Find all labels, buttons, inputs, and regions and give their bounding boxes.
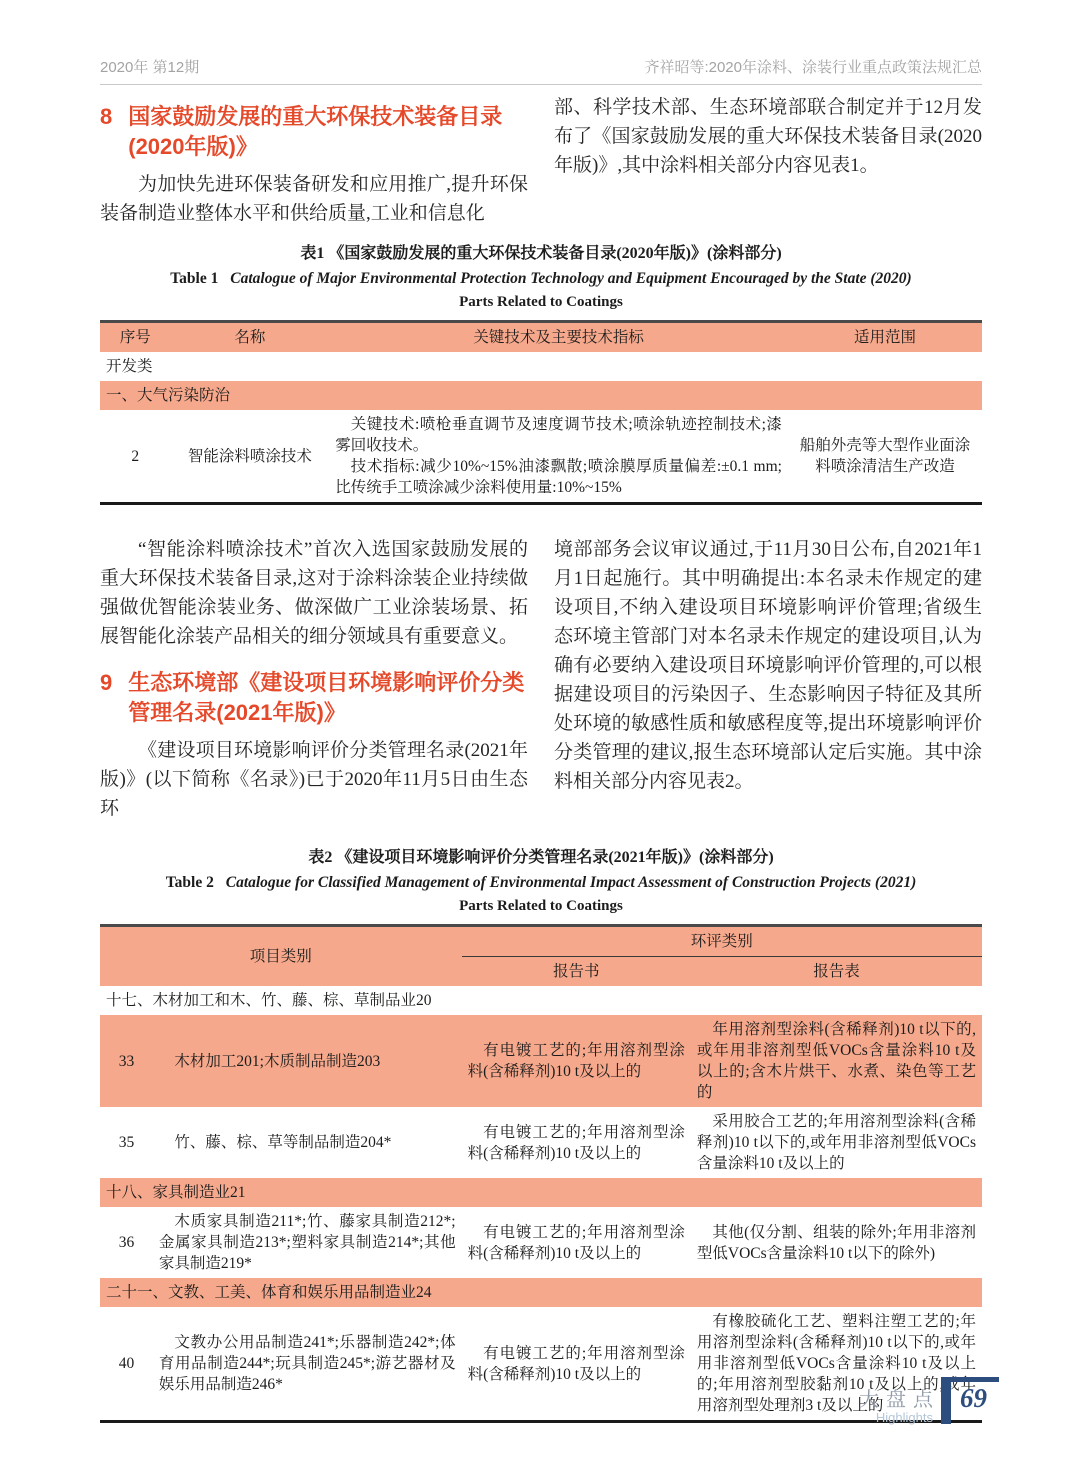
table-2-caption-subtitle: Parts Related to Coatings [459, 898, 623, 914]
table-2-row-33-category: 木材加工201;木质制品制造203 [174, 1052, 381, 1070]
section-9-number: 9 [100, 670, 113, 695]
table-2-row-40-no: 40 [118, 1355, 135, 1372]
section-8-right-column [554, 85, 982, 228]
table-1-header-name: 名称 [234, 329, 266, 346]
article-title-runhead: 齐祥昭等:2020年涂料、涂装行业重点政策法规汇总 [644, 59, 982, 76]
table-1-header-tech: 关键技术及主要技术指标 [473, 329, 644, 346]
section-8-paragraph-right: 部、科学技术部、生态环境部联合制定并于12月发布了《国家鼓励发展的重大环保技术装备目录(2020年版)》,其中涂料相关部分内容见表1。 [554, 97, 982, 176]
table-1-section-cell: 一、大气污染防治 [106, 387, 231, 404]
table-2-header-eia-type: 环评类别 [462, 926, 982, 957]
table-1-section-row [100, 381, 982, 410]
table-1-caption [100, 243, 982, 311]
table-1-caption-en [100, 268, 982, 289]
table-2-caption-zh: 表2 《建设项目环境影响评价分类管理名录(2021年版)》(涂料部分) [308, 849, 774, 866]
table-2-row-35-no: 35 [118, 1134, 135, 1151]
section-8-heading [100, 102, 528, 162]
table-1-caption-en-label: Table 1 [170, 270, 219, 287]
section-9-title: 生态环境部《建设项目环境影响评价分类管理名录(2021年版)》 [128, 670, 525, 725]
middle-right-column [554, 535, 982, 823]
section-9-paragraph-right: 境部部务会议审议通过,于11月30日公布,自2021年1月1日起施行。其中明确提出:本名录未作规定的建设项目,不纳入建设项目环境影响评价管理;省级生态环境主管部门对本名录未作规定的建设项目,认为确有必要纳入建设项目环境影响评价管理的,可以根据建设项目的污染因子、生态影响因子特征及其所处环境的敏感性质和敏感程度等,提出环境影响评价分类管理的建议,报生态环境部认定后实施。其中涂料相关部分内容见表2。 [554, 539, 982, 792]
table-1-caption-zh: 表1 《国家鼓励发展的重大环保技术装备目录(2020年版)》(涂料部分) [300, 245, 782, 262]
table-1-row-tech-index: 技术指标:减少10%~15%油漆飘散;喷涂膜厚质量偏差:±0.1 mm;比传统手工喷涂减少涂料使用量:10%~15% [335, 458, 782, 496]
table-1-header-no: 序号 [119, 329, 151, 346]
page-number: 69 [941, 1377, 999, 1424]
table-2-section-17: 十七、木材加工和木、竹、藤、棕、草制品业20 [106, 992, 432, 1009]
table-2-data-row-35 [100, 1107, 982, 1178]
table-2-caption-en-label: Table 2 [165, 874, 214, 891]
table-2-caption-en [100, 872, 982, 893]
footer-section-label [859, 1377, 940, 1425]
section-8-block [100, 85, 982, 228]
table-1-data-row [100, 410, 982, 504]
table-2-row-40-report-form: 有橡胶硫化工艺、塑料注塑工艺的;年用溶剂型涂料(含稀释剂)10 t以下的,或年用非溶剂型低VOCs含量涂料10 t及以上的;年用溶剂型胶黏剂10 t及以上的,或年用溶剂型处理剂3 t及以上的 [696, 1313, 976, 1414]
table-2-data-row-40 [100, 1307, 982, 1422]
page-footer [859, 1377, 999, 1425]
table-2-row-36-no: 36 [118, 1234, 135, 1251]
table-1-category-row [100, 352, 982, 381]
table-1-row-no: 2 [131, 447, 140, 465]
table-2-header-row-1 [100, 926, 982, 957]
table-1-caption-subtitle: Parts Related to Coatings [459, 294, 623, 310]
table-2-row-35-report-form: 采用胶合工艺的;年用溶剂型涂料(含稀释剂)10 t以下的,或年用非溶剂型低VOCs含量涂料10 t及以上的 [696, 1113, 976, 1172]
table-2-row-35-category: 竹、藤、棕、草等制品制造204* [174, 1134, 392, 1151]
footer-label-en: Highlights [875, 1410, 933, 1425]
table-2-header-category: 项目类别 [249, 948, 312, 965]
section-9-paragraph-left: 《建设项目环境影响评价分类管理名录(2021年版)》(以下简称《名录》)已于2020年11月5日由生态环 [100, 740, 528, 819]
table-1 [100, 320, 982, 505]
table-2-caption-en-text: Catalogue for Classified Management of Environmental Impact Assessment of Construction Projects (2021) [225, 874, 917, 891]
table-2-section-21: 二十一、文教、工美、体育和娱乐用品制造业24 [106, 1284, 432, 1301]
table-2-header-report-form: 报告表 [813, 963, 860, 980]
table-2-row-36-category: 木质家具制造211*;竹、藤家具制造212*;金属家具制造213*;塑料家具制造214*;其他家具制造219* [158, 1213, 456, 1272]
footer-label-zh: 大盘点 [859, 1389, 940, 1411]
running-head [100, 56, 982, 85]
middle-left-column [100, 535, 528, 823]
section-8-paragraph-left: 为加快先进环保装备研发和应用推广,提升环保装备制造业整体水平和供给质量,工业和信息化 [100, 174, 528, 224]
table-2-section-row-21 [100, 1278, 982, 1307]
section-8-number: 8 [100, 104, 113, 129]
table-2-row-36-report-book: 有电镀工艺的;年用溶剂型涂料(含稀释剂)10 t及以上的 [467, 1223, 685, 1262]
table-1-caption-en-text: Catalogue of Major Environmental Protection Technology and Equipment Encouraged by the State (2020) [230, 270, 912, 287]
table-2-data-row-36 [100, 1207, 982, 1278]
table-2-row-40-report-book: 有电镀工艺的;年用溶剂型涂料(含稀释剂)10 t及以上的 [467, 1344, 685, 1383]
table-2-section-row-18 [100, 1178, 982, 1207]
middle-block [100, 535, 982, 823]
issue-label: 2020年 第12期 [100, 59, 200, 76]
table-1-row-name: 智能涂料喷涂技术 [187, 447, 312, 465]
section-9-heading [100, 668, 528, 728]
table-1-discussion-paragraph: “智能涂料喷涂技术”首次入选国家鼓励发展的重大环保技术装备目录,这对于涂料涂装企业持续做强做优智能涂装业务、做深做广工业涂装场景、拓展智能化涂装产品相关的细分领域具有重要意义。 [100, 539, 528, 647]
table-2-row-33-report-form: 年用溶剂型涂料(含稀释剂)10 t以下的,或年用非溶剂型低VOCs含量涂料10 t及以上的;含木片烘干、水煮、染色等工艺的 [696, 1021, 976, 1101]
section-8-left-column [100, 85, 528, 228]
table-2-row-36-report-form: 其他(仅分割、组装的除外;年用非溶剂型低VOCs含量涂料10 t以下的除外) [696, 1223, 976, 1262]
table-2-section-18: 十八、家具制造业21 [106, 1184, 246, 1201]
table-2-caption [100, 847, 982, 915]
table-1-row-scope: 船舶外壳等大型作业面涂料喷涂清洁生产改造 [799, 437, 971, 475]
section-8-title: 国家鼓励发展的重大环保技术装备目录(2020年版)》 [128, 104, 503, 159]
table-2-row-35-report-book: 有电镀工艺的;年用溶剂型涂料(含稀释剂)10 t及以上的 [467, 1123, 685, 1162]
table-2-data-row-33 [100, 1015, 982, 1107]
table-2-row-33-report-book: 有电镀工艺的;年用溶剂型涂料(含稀释剂)10 t及以上的 [467, 1042, 685, 1080]
table-2-row-40-category: 文教办公用品制造241*;乐器制造242*;体育用品制造244*;玩具制造245*;游艺器材及娱乐用品制造246* [158, 1334, 456, 1393]
table-2-section-row-17 [100, 986, 982, 1015]
table-2-row-33-no: 33 [118, 1052, 135, 1070]
table-1-row-tech [329, 410, 788, 504]
table-1-row-tech-key: 关键技术:喷枪垂直调节及速度调节技术;喷涂轨迹控制技术;漆雾回收技术。 [335, 416, 782, 454]
table-1-header-scope: 适用范围 [853, 329, 916, 346]
table-2-header-report-book: 报告书 [553, 963, 600, 980]
table-1-category-cell: 开发类 [106, 358, 153, 375]
table-1-header-row [100, 322, 982, 353]
table-2 [100, 924, 982, 1423]
